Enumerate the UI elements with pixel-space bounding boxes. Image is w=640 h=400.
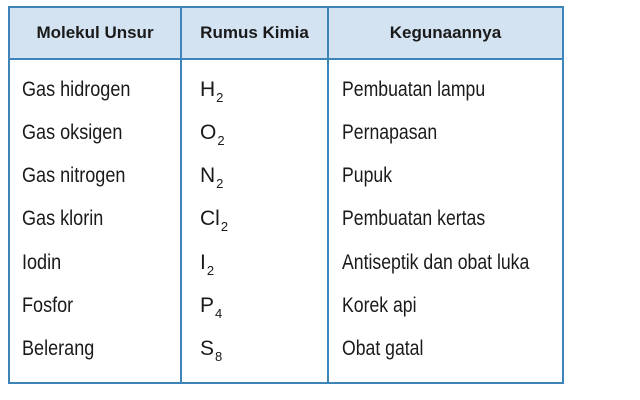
row-formula (200, 156, 320, 196)
row-use: Obat gatal (342, 337, 424, 360)
row-formula (200, 70, 320, 110)
header-rumus-kimia: Rumus Kimia (200, 23, 309, 42)
table-row (10, 113, 562, 153)
formula-symbol: N (200, 164, 216, 187)
formula-symbol: Cl (200, 207, 220, 230)
row-name: Gas oksigen (22, 121, 123, 144)
row-name: Belerang (22, 337, 95, 360)
row-use: Pembuatan kertas (342, 207, 486, 230)
table-row (10, 329, 562, 369)
formula-symbol: O (200, 121, 217, 144)
header-kegunaannya: Kegunaannya (389, 23, 502, 42)
table-header (10, 8, 562, 60)
row-name: Gas hidrogen (22, 78, 131, 101)
row-use: Pernapasan (342, 121, 438, 144)
row-name: Iodin (22, 251, 62, 274)
table-row (10, 70, 562, 110)
row-formula (200, 113, 320, 153)
formula-symbol: S (200, 337, 215, 360)
table-row (10, 156, 562, 196)
formula-subscript: 2 (216, 90, 224, 105)
row-use: Antiseptik dan obat luka (342, 251, 530, 274)
formula-symbol: P (200, 294, 215, 317)
table-row (10, 286, 562, 326)
formula-subscript: 2 (216, 176, 224, 191)
row-use: Pupuk (342, 164, 393, 187)
formula-subscript: 8 (215, 349, 223, 364)
row-name: Gas nitrogen (22, 164, 126, 187)
formula-subscript: 2 (217, 133, 225, 148)
table-row (10, 243, 562, 283)
formula-symbol: I (200, 251, 206, 274)
table-row (10, 199, 562, 239)
formula-subscript: 2 (220, 219, 229, 234)
row-use: Pembuatan lampu (342, 78, 486, 101)
header-molekul-unsur: Molekul Unsur (36, 23, 154, 42)
formula-subscript: 2 (206, 263, 215, 278)
formula-subscript: 4 (215, 306, 223, 321)
row-name: Fosfor (22, 294, 74, 317)
row-formula (200, 286, 320, 326)
row-formula (200, 243, 320, 283)
row-formula (200, 199, 320, 239)
formula-symbol: H (200, 78, 216, 101)
row-name: Gas klorin (22, 207, 104, 230)
row-formula (200, 329, 320, 369)
element-table (8, 6, 564, 384)
row-use: Korek api (342, 294, 417, 317)
